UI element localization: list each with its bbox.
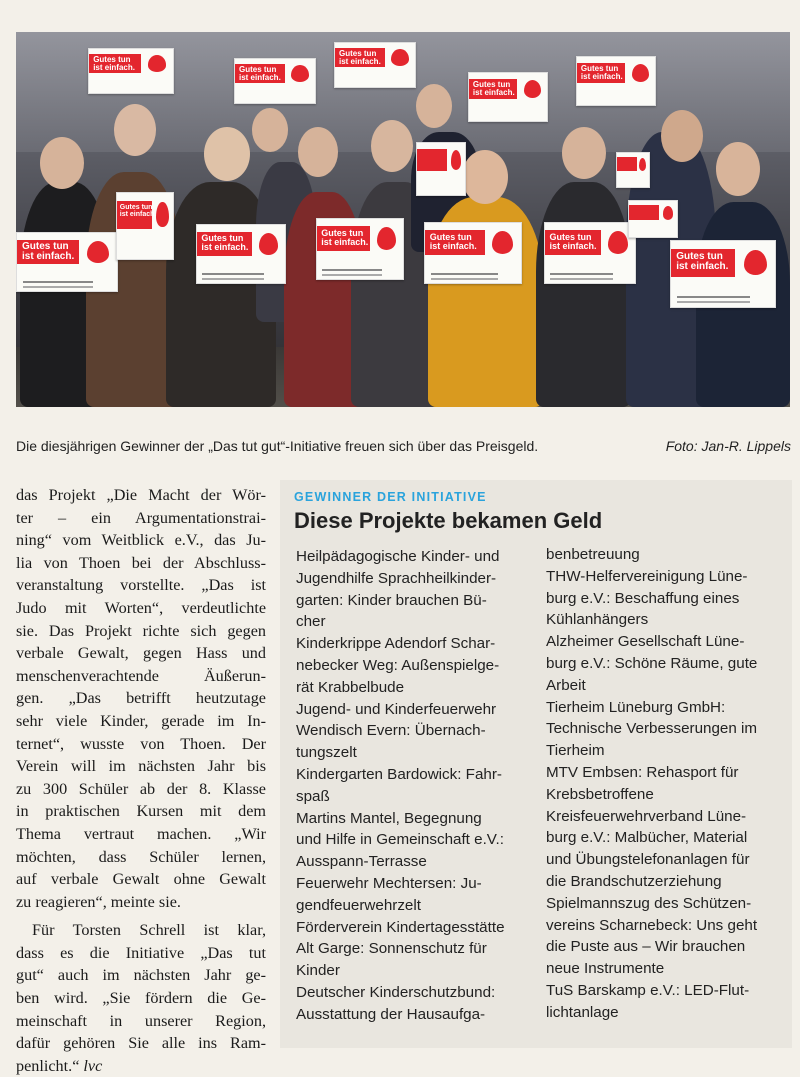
heart-icon: [148, 55, 166, 72]
article-line: Thema vertraut machen. „Wir: [16, 824, 266, 843]
person-head: [204, 127, 250, 181]
article-line: das Projekt „Die Macht der Wör-: [16, 486, 266, 504]
person-head: [371, 120, 413, 172]
winner-line: cher: [296, 613, 326, 631]
article-line: auf verbale Gewalt ohne Gewalt: [16, 870, 266, 889]
box-kicker: GEWINNER DER INITIATIVE: [294, 490, 487, 504]
winner-line: nebecker Weg: Außenspielge-: [296, 656, 500, 674]
heart-icon: [291, 65, 309, 82]
winner-line: Feuerwehr Mechtersen: Ju-: [296, 874, 482, 892]
heart-icon: [377, 227, 396, 250]
sign: Gutes tun ist einfach.: [196, 224, 286, 284]
heart-icon: [391, 49, 409, 66]
heart-icon: [608, 231, 628, 254]
winner-line: Tierheim Lüneburg GmbH:: [546, 698, 726, 716]
winner-line: burg e.V.: Schöne Räume, gute: [546, 654, 758, 672]
article-line: gut“ auch im nächsten Jahr ge-: [16, 966, 266, 985]
caption-text: Die diesjährigen Gewinner der „Das tut gut“-Initiative freuen sich über das Preisgeld.: [16, 438, 539, 454]
winner-line: spaß: [296, 787, 330, 805]
heart-icon: [639, 158, 646, 171]
article-line: Für Torsten Schrell ist klar,: [32, 921, 266, 940]
winner-line: Wendisch Evern: Übernach-: [296, 722, 486, 740]
heart-icon: [632, 64, 649, 82]
winner-line: vereins Scharnebeck: Uns geht: [546, 916, 758, 934]
person-head: [661, 110, 703, 162]
box-headline: Diese Projekte bekamen Geld: [294, 508, 603, 533]
article-column: [16, 484, 266, 1077]
person-head: [416, 84, 452, 128]
sign: Gutes tun ist einfach.: [424, 222, 522, 284]
article-line: menschenverachtende Äußerun-: [16, 666, 266, 685]
winner-line: Krebsbetroffene: [546, 785, 654, 803]
winner-line: benbetreuung: [546, 546, 640, 563]
article-line: dafür gehören Sie alle ins Ram-: [16, 1034, 266, 1053]
winner-line: und Übungstelefonanlagen für: [546, 851, 750, 869]
sign: Gutes tun ist einfach.: [234, 58, 316, 104]
heart-icon: [744, 250, 767, 275]
winner-line: Spielmannszug des Schützen-: [546, 894, 752, 912]
person-head: [252, 108, 288, 152]
winner-line: Kühlanhängers: [546, 611, 649, 629]
winner-line: Martins Mantel, Begegnung: [296, 809, 482, 827]
person: [536, 182, 631, 407]
article-line: Judo mit Worten“, verdeutlichte: [16, 598, 266, 617]
article-line: lia von Thoen bei der Abschluss-: [16, 553, 266, 572]
winner-line: Heilpädagogische Kinder- und: [296, 548, 500, 565]
sign: Gutes tun ist einfach.: [16, 232, 118, 292]
winner-line: burg e.V.: Malbücher, Material: [546, 829, 748, 847]
article-line: ben wird. „Sie fördern die Ge-: [16, 989, 266, 1008]
winner-line: Deutscher Kinderschutzbund:: [296, 983, 496, 1001]
winner-line: Kinder: [296, 962, 340, 980]
winners-column-1: [296, 546, 524, 1026]
article-line-last: [16, 1055, 266, 1077]
heart-icon: [156, 202, 168, 227]
winner-line: die Puste aus – Wir brauchen: [546, 938, 746, 956]
person-head: [40, 137, 84, 189]
person-head: [298, 127, 338, 177]
winner-line: Jugend- und Kinderfeuerwehr: [296, 700, 497, 718]
sign: Gutes tun ist einfach.: [544, 222, 636, 284]
article-line: möchten, dass Schüler lernen,: [16, 847, 266, 866]
winner-line: und Hilfe in Gemeinschaft e.V.:: [296, 831, 504, 849]
winner-line: Ausspann-Terrasse: [296, 853, 427, 871]
winner-line: neue Instrumente: [546, 960, 665, 978]
article-line: ter – ein Argumentationstrai-: [16, 508, 266, 527]
winner-line: Tierheim: [546, 742, 605, 760]
article-line: gen. „Das betrifft heutzutage: [16, 689, 266, 708]
winners-box: [280, 480, 792, 1048]
article-line: ning“ vom Weitblick e.V., das Ju-: [16, 531, 266, 550]
heart-icon: [492, 231, 513, 254]
article-line: zu 300 Schüler ab der 8. Klasse: [16, 779, 266, 798]
heart-icon: [663, 206, 674, 220]
winner-line: die Brandschutzerziehung: [546, 872, 722, 890]
winner-line: tungszelt: [296, 744, 357, 762]
sign: Gutes tun ist einfach.: [116, 192, 174, 260]
winner-line: Kindergarten Bardowick: Fahr-: [296, 765, 502, 783]
winner-line: Alt Garge: Sonnenschutz für: [296, 940, 487, 958]
person-head: [716, 142, 760, 196]
sign: Gutes tun ist einfach.: [576, 56, 656, 106]
person-head: [562, 127, 606, 179]
article-line: Verein will im nächsten Jahr bis: [16, 757, 266, 776]
winner-line: Ausstattung der Hausaufga-: [296, 1005, 486, 1023]
winner-line: garten: Kinder brauchen Bü-: [296, 591, 487, 609]
article-line: sie. Das Projekt richte sich gegen: [16, 621, 266, 640]
photo-credit: Foto: Jan-R. Lippels: [665, 438, 791, 454]
sign: Gutes tun ist einfach.: [334, 42, 416, 88]
person-head: [114, 104, 156, 156]
author-initials: lvc: [83, 1056, 103, 1075]
sign: Gutes tun ist einfach.: [316, 218, 404, 280]
sign: [616, 152, 650, 188]
winner-line: MTV Embsen: Rehasport für: [546, 763, 739, 781]
winner-line: Arbeit: [546, 676, 586, 694]
article-line: ternet“, wusste von Thoen. Der: [16, 734, 266, 753]
winner-line: rät Krabbelbude: [296, 678, 405, 696]
heart-icon: [451, 150, 462, 170]
winner-line: lichtanlage: [546, 1003, 619, 1021]
article-line: dass es die Initiative „Das tut: [16, 943, 266, 962]
article-line: verbale Gewalt, gegen Hass und: [16, 644, 266, 663]
winner-line: Technische Verbesserungen im: [546, 720, 758, 738]
winner-line: Kreisfeuerwehrverband Lüne-: [546, 807, 747, 825]
sign: Gutes tun ist einfach.: [670, 240, 776, 308]
heart-icon: [259, 233, 278, 255]
winner-line: THW-Helfervereinigung Lüne-: [546, 567, 748, 585]
sign: Gutes tun ist einfach.: [468, 72, 548, 122]
winners-column-2: [546, 544, 782, 1024]
winner-line: Förderverein Kindertagesstätte: [296, 918, 505, 936]
article-paragraph: [16, 484, 266, 913]
winner-line: gendfeuerwehrzelt: [296, 896, 421, 914]
winner-line: Alzheimer Gesellschaft Lüne-: [546, 633, 745, 651]
article-line: veranstaltung vorstellte. „Das ist: [16, 576, 266, 595]
article-line: in praktischen Kursen mit dem: [16, 802, 266, 821]
person-head: [462, 150, 508, 204]
winner-line: TuS Barskamp e.V.: LED-Flut-: [546, 981, 750, 999]
heart-icon: [87, 241, 109, 263]
article-line: penlicht.“: [16, 1056, 80, 1075]
article-paragraph: [16, 919, 266, 1077]
article-line: meinschaft in unserer Region,: [16, 1011, 266, 1030]
winner-line: Kinderkrippe Adendorf Schar-: [296, 635, 496, 653]
group-photo: [16, 32, 790, 407]
sign: [628, 200, 678, 238]
sign: [416, 142, 466, 196]
sign: Gutes tun ist einfach.: [88, 48, 174, 94]
winner-line: Jugendhilfe Sprachheilkinder-: [296, 569, 497, 587]
winner-line: burg e.V.: Beschaffung eines: [546, 589, 740, 607]
heart-icon: [524, 80, 541, 98]
article-line: sehr viele Kinder, gerade im In-: [16, 711, 266, 730]
article-line: zu reagieren“, meinte sie.: [16, 892, 181, 911]
